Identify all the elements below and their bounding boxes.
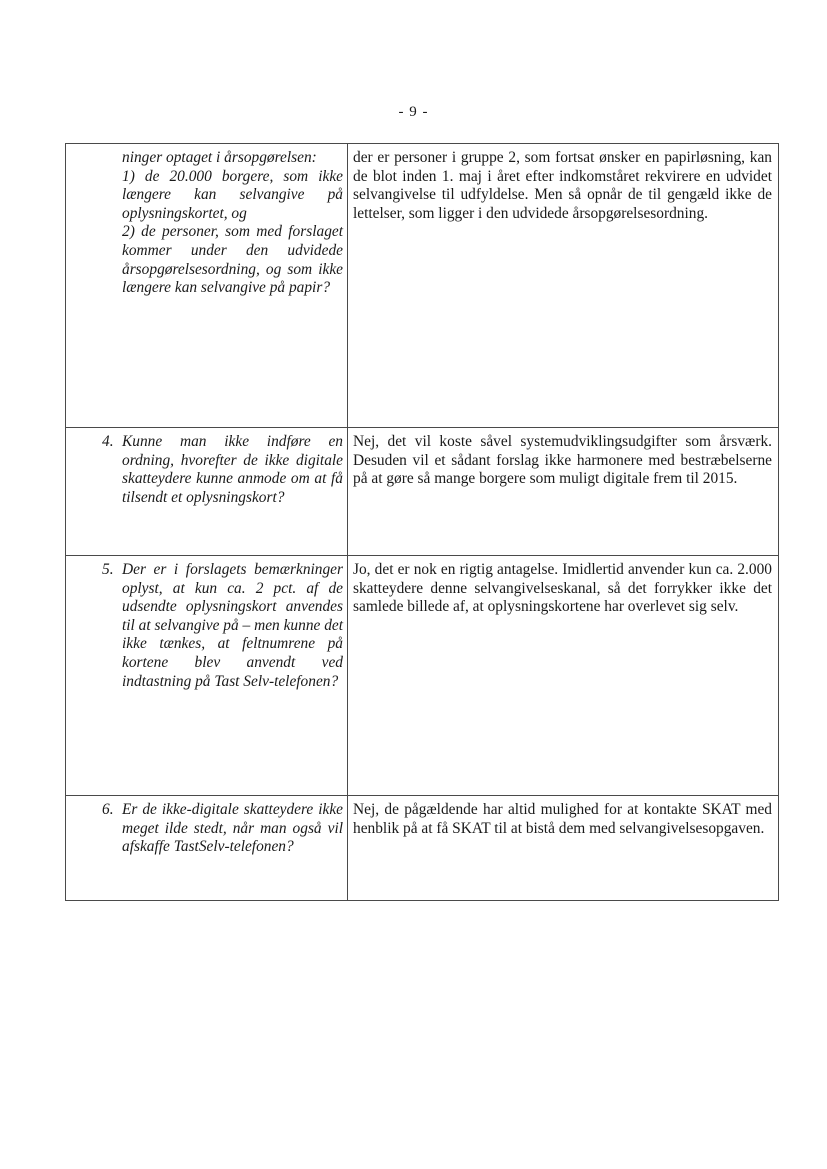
answer-text: Nej, de pågældende har altid mulighed for at kontakte SKAT med henblik på at få SKAT til at bistå dem med selvangivelsesopgaven.: [353, 801, 772, 837]
question-text: Er de ikke-digitale skatteydere ikke meget ilde stedt, når man også vil afskaffe TastSelv-telefonen?: [122, 801, 343, 856]
answer-cell: [348, 556, 779, 796]
question-number: 4.: [102, 433, 114, 450]
question-text: Kunne man ikke indføre en ordning, hvorefter de ikke digitale skatteydere kunne anmode om at få tilsendt et oplysningskort?: [122, 433, 343, 506]
answer-text: der er personer i gruppe 2, som fortsat ønsker en papirløsning, kan de blot inden 1. maj i året efter indkomståret rekvirere en udvidet selvangivelse til udfyldelse. Men så opnår de til gengæld ikke de lettelser, som ligger i den udvidede årsopgørelsesordning.: [353, 149, 772, 222]
table-row: [66, 144, 779, 428]
answer-text: Jo, det er nok en rigtig antagelse. Imidlertid anvender kun ca. 2.000 skatteydere denne selvangivelseskanal, så det forrykker ikke det samlede billede af, at oplysningskortene har overlevet sig selv.: [353, 561, 772, 616]
question-cell: [66, 144, 348, 428]
answer-cell: [348, 144, 779, 428]
question-cell: [66, 556, 348, 796]
table-row: [66, 428, 779, 556]
question-cell: [66, 428, 348, 556]
question-number: 5.: [102, 561, 114, 578]
question-text: ninger optaget i årsopgørelsen: 1) de 20.000 borgere, som ikke længere kan selvangive på oplysningskortet, og 2) de personer, som med forslaget kommer under den udvidede årsopgørelsesordning, og som ikke længere kan selvangive på papir?: [122, 149, 343, 297]
answer-cell: [348, 428, 779, 556]
page-number: - 9 -: [398, 104, 429, 120]
answer-text: Nej, det vil koste såvel systemudviklingsudgifter som årsværk. Desuden vil et sådant forslag ikke harmonere med bestræbelserne på at gøre så mange borgere som muligt digitale frem til 2015.: [353, 433, 772, 488]
table-row: [66, 556, 779, 796]
question-text: Der er i forslagets bemærkninger oplyst, at kun ca. 2 pct. af de udsendte oplysningskort anvendes til at selvangive på – men kunne det ikke tænkes, at feltnumrene på kortene blev anvendt ved indtastning på Tast Selv-telefonen?: [122, 561, 343, 690]
question-cell: [66, 796, 348, 901]
qa-table: [65, 143, 779, 901]
answer-cell: [348, 796, 779, 901]
table-row: [66, 796, 779, 901]
question-number: 6.: [102, 801, 114, 818]
